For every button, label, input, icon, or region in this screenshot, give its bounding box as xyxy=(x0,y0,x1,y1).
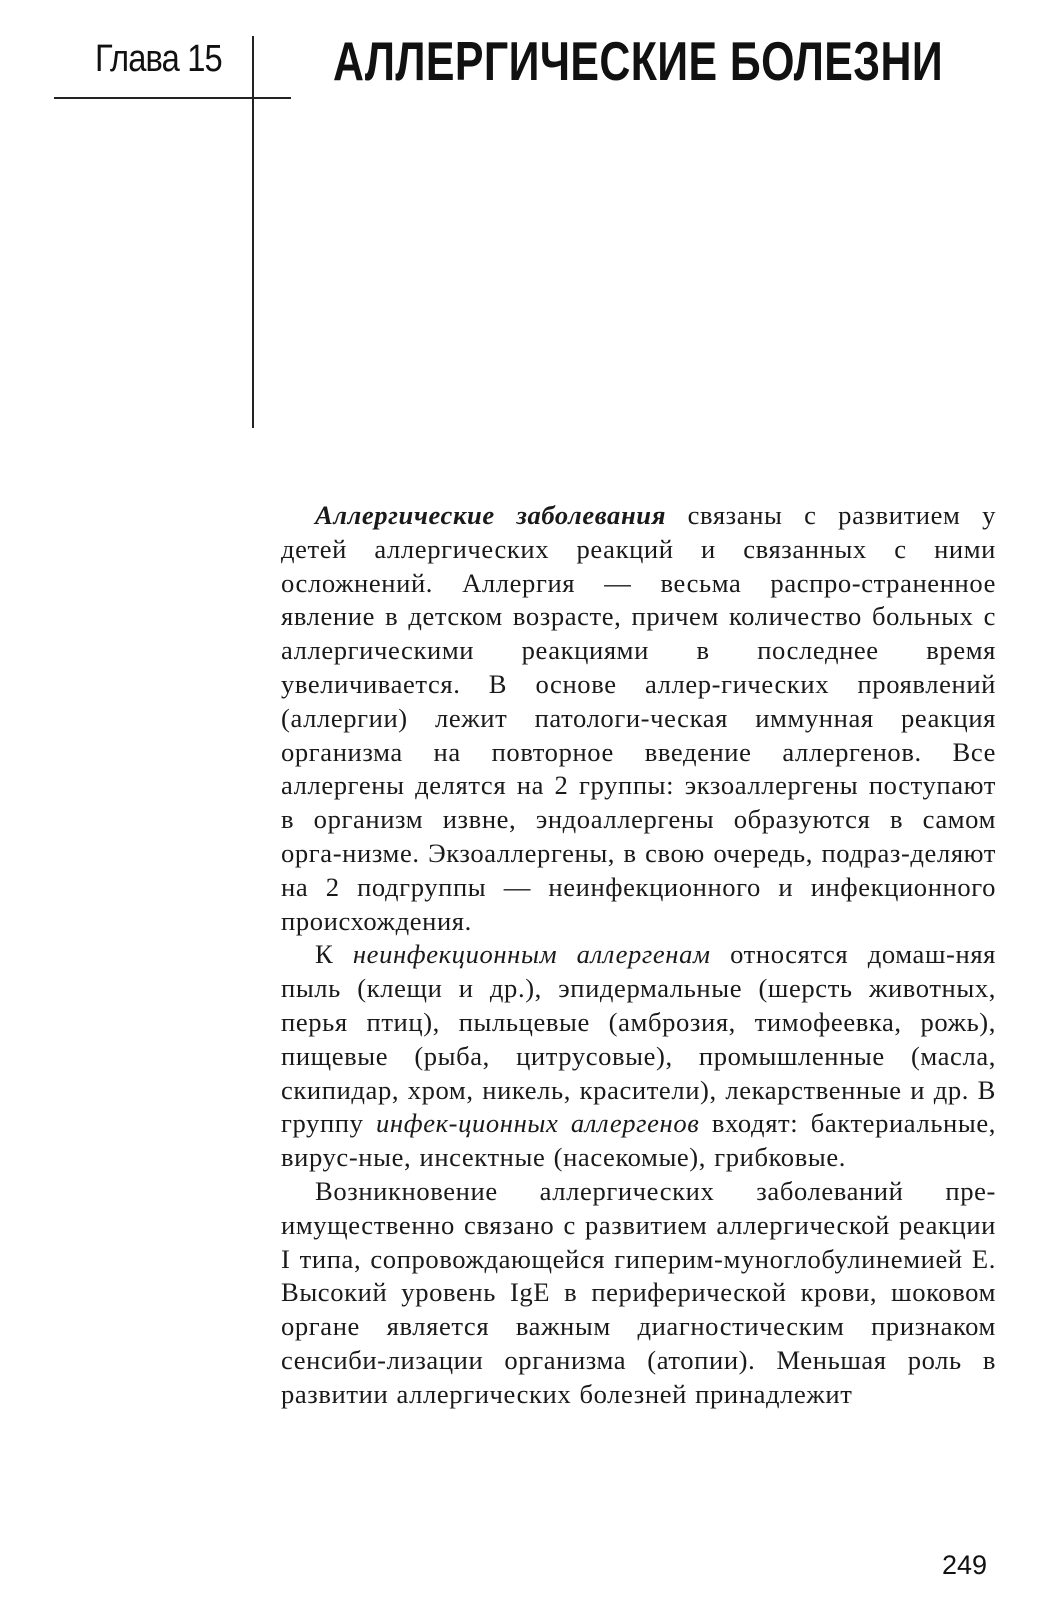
body-text xyxy=(281,499,996,1412)
paragraph-2-text-b: относятся домаш-няя пыль (клещи и др.), эпидермальные (шерсть животных, перья птиц), пыльцевые (амброзия, тимофеевка, рожь), пищевые (рыба, цитрусовые), промышленные (масла, скипидар, хром, никель, красители), лекарственные и др. В группу xyxy=(281,939,996,1139)
paragraph-3-text: Возникновение аллергических заболеваний пре-имущественно связано с развитием аллергической реакции I типа, сопровождающейся гиперим-муноглобулинемией E. Высокий уровень IgE в периферической крови, шоковом органе является важным диагностическим признаком сенсиби-лизации организма (атопии). Меньшая роль в развитии аллергических болезней принадлежит xyxy=(281,1175,996,1409)
chapter-label: Глава 15 xyxy=(95,38,222,80)
vertical-rule xyxy=(252,36,254,428)
paragraph-1 xyxy=(281,499,996,938)
term-noninfectious-allergens: неинфекционным аллергенам xyxy=(352,939,711,970)
paragraph-2-text-c: входят: бактериальные, вирус-ные, инсектные (насекомые), грибковые. xyxy=(281,1108,996,1173)
paragraph-2-text-a: К xyxy=(315,939,353,970)
page-number: 249 xyxy=(942,1550,988,1580)
chapter-title: АЛЛЕРГИЧЕСКИЕ БОЛЕЗНИ xyxy=(333,30,944,92)
term-allergic-diseases: Аллергические заболевания xyxy=(315,500,666,530)
term-infectious-allergens: инфек-ционных аллергенов xyxy=(376,1108,700,1139)
horizontal-rule xyxy=(54,97,291,99)
paragraph-2 xyxy=(281,938,996,1175)
paragraph-1-text: связаны с развитием у детей аллергических реакций и связанных с ними осложнений. Аллергия — весьма распро-страненное явление в детском возрасте, причем количество больных с аллергическими реакциями в последнее время увеличивается. В основе аллер-гических проявлений (аллергии) лежит патологи-ческая иммунная реакция организма на повторное введение аллергенов. Все аллергены делятся на 2 группы: экзоаллергены поступают в организм извне, эндоаллергены образуются в самом орга-низме. Экзоаллергены, в свою очередь, подраз-деляют на 2 подгруппы — неинфекционного и инфекционного происхождения. xyxy=(281,500,996,936)
paragraph-3 xyxy=(281,1175,996,1412)
